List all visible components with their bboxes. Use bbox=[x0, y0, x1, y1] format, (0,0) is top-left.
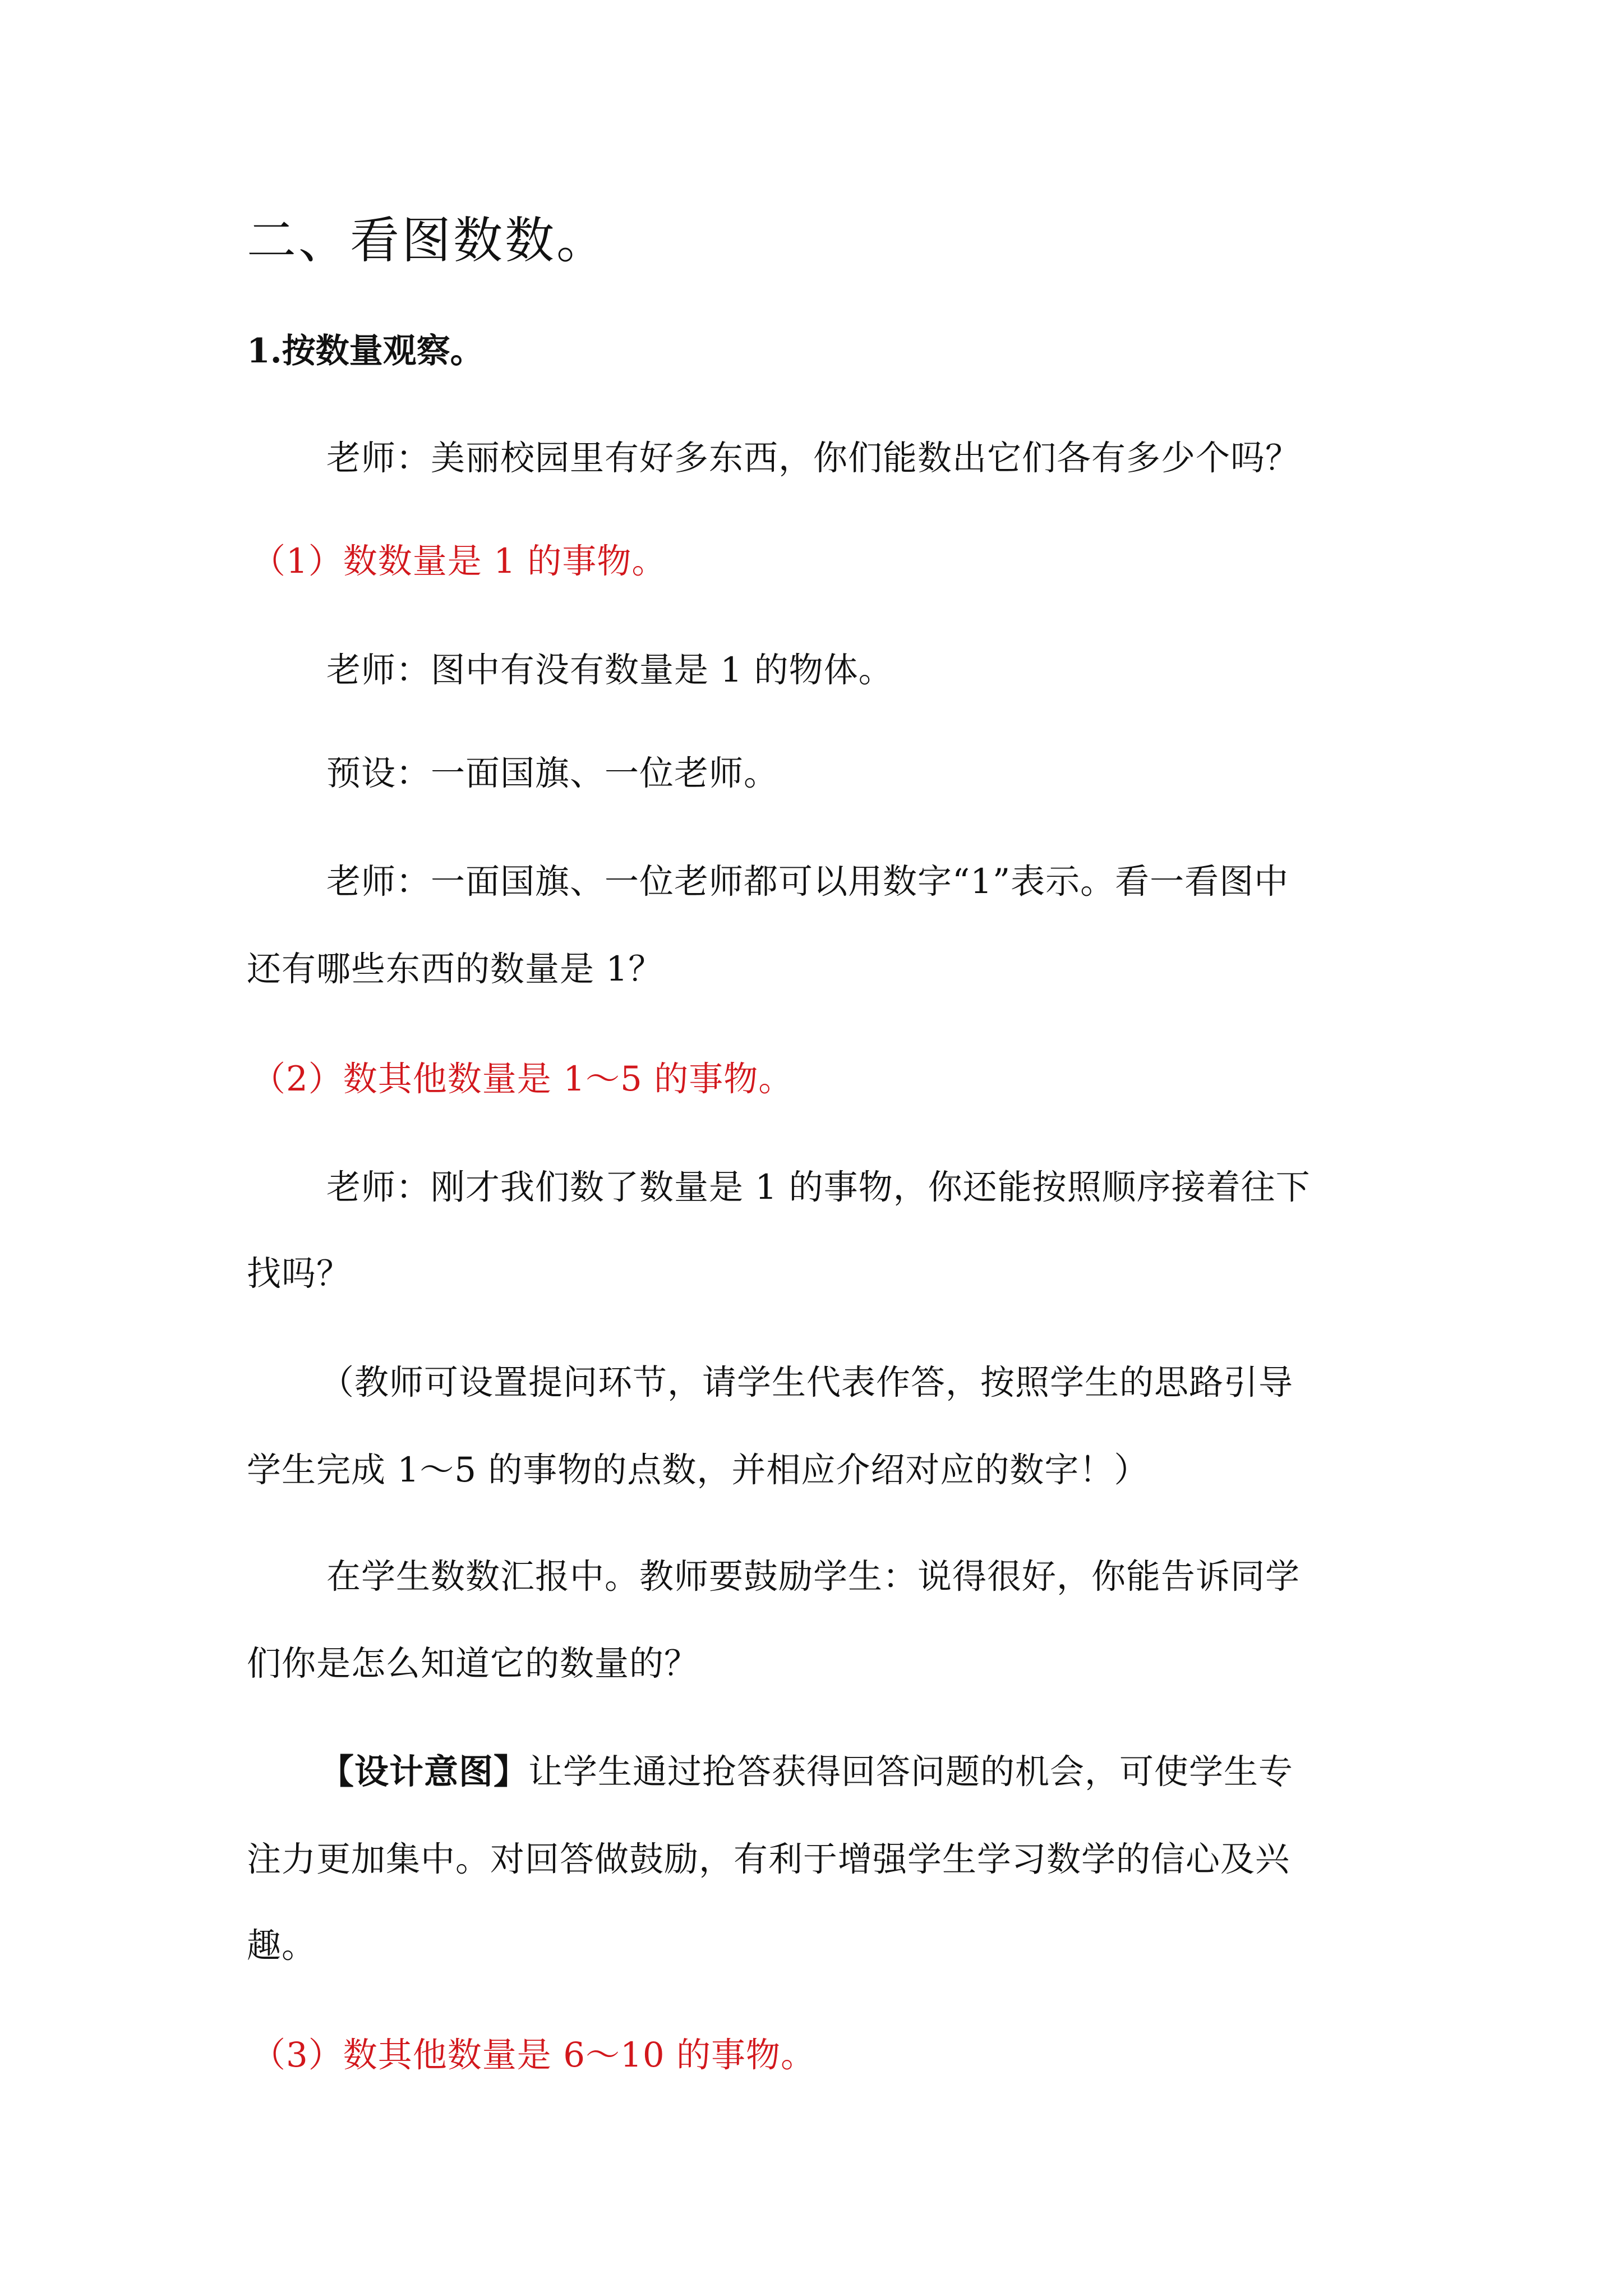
paragraph-line: 老师：一面国旗、一位老师都可以用数字“1”表示。看一看图中 bbox=[326, 862, 1289, 901]
paragraph-line: （教师可设置提问环节，请学生代表作答，按照学生的思路引导 bbox=[320, 1363, 1294, 1402]
section-title: 二、看图数数。 bbox=[247, 211, 608, 269]
design-intent-label: 【设计意图】 bbox=[320, 1752, 529, 1792]
paragraph-line: 学生完成 1～5 的事物的点数，并相应介绍对应的数字！） bbox=[247, 1450, 1149, 1490]
paragraph-line: 在学生数数汇报中。教师要鼓励学生：说得很好，你能告诉同学 bbox=[326, 1557, 1301, 1596]
paragraph-line: 老师：图中有没有数量是 1 的物体。 bbox=[326, 650, 893, 690]
red-heading-1: （1）数数量是 1 的事物。 bbox=[251, 541, 667, 581]
red-heading-2: （2）数其他数量是 1～5 的事物。 bbox=[251, 1059, 794, 1099]
paragraph-line: 们你是怎么知道它的数量的？ bbox=[247, 1644, 699, 1683]
paragraph-line: 趣。 bbox=[247, 1926, 317, 1966]
paragraph-line: 预设：一面国旗、一位老师。 bbox=[326, 753, 779, 793]
red-heading-3: （3）数其他数量是 6～10 的事物。 bbox=[251, 2035, 816, 2075]
subsection-title: 1.按数量观察。 bbox=[247, 332, 484, 371]
paragraph-line: 还有哪些东西的数量是 1？ bbox=[247, 949, 663, 989]
paragraph-line: 老师：美丽校园里有好多东西，你们能数出它们各有多少个吗？ bbox=[326, 438, 1301, 478]
paragraph-line: 找吗？ bbox=[247, 1254, 352, 1294]
paragraph-line: 注力更加集中。对回答做鼓励，有利于增强学生学习数学的信心及兴 bbox=[247, 1839, 1290, 1879]
design-intent-text: 让学生通过抢答获得回答问题的机会，可使学生专 bbox=[528, 1752, 1294, 1792]
design-intent-line bbox=[320, 1752, 1294, 1792]
paragraph-line: 老师：刚才我们数了数量是 1 的事物，你还能按照顺序接着往下 bbox=[326, 1167, 1311, 1207]
